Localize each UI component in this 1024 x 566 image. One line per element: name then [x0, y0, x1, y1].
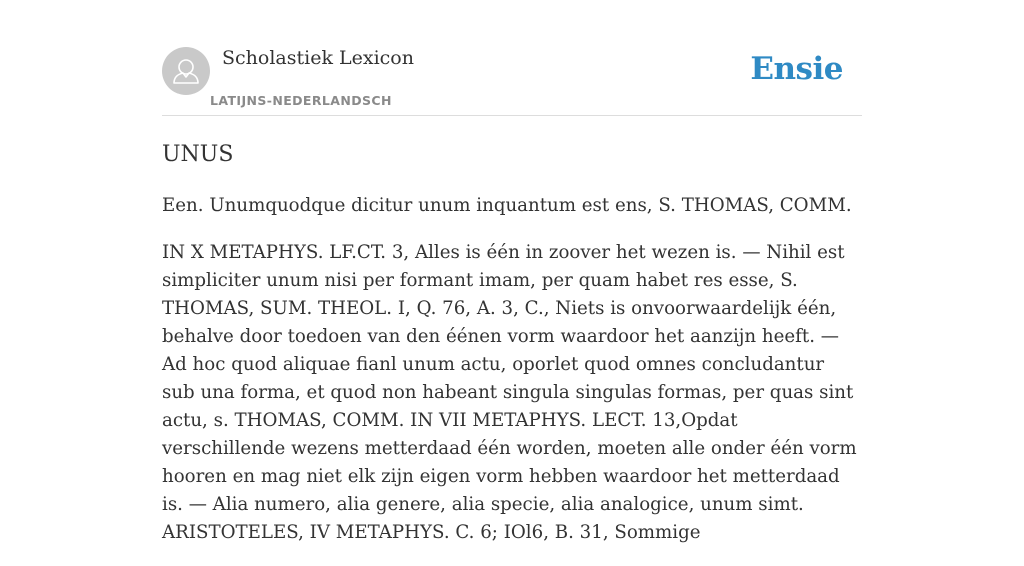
avatar[interactable] — [162, 47, 210, 95]
page — [162, 0, 862, 543]
entry-paragraph: Een. Unumquodque dicitur unum inquantum est ens, S. THOMAS, COMM. — [162, 195, 852, 216]
entry-title: UNUS — [162, 142, 234, 167]
source-subtitle: LATIJNS-NEDERLANDSCH — [210, 93, 392, 108]
entry-body — [162, 192, 862, 566]
source-title[interactable]: Scholastiek Lexicon — [222, 47, 414, 69]
user-silhouette-icon — [162, 47, 210, 95]
brand-logo[interactable]: Ensie — [750, 51, 843, 87]
source-header — [162, 0, 862, 116]
entry-paragraph: IN X METAPHYS. LF.CT. 3, Alles is één in zoover het wezen is. — Nihil est simpliciter unum nisi per formant imam, per quam habet res esse, S. THOMAS, SUM. THEOL. I, Q. 76, A. 3, C., Niets is onvoorwaardelijk één, behalve door toedoen van den éénen vorm waardoor het aanzijn heeft. — Ad hoc quod aliquae fianl unum actu, oporlet quod omnes concludantur sub una forma, et quod non habeant singula singulas formas, per quas sint actu, s. THOMAS, COMM. IN VII METAPHYS. LECT. 13,Opdat verschillende wezens metterdaad één worden, moeten alle onder één vorm hooren en mag niet elk zijn eigen vorm hebben waardoor het metterdaad is. — Alia numero, alia genere, alia specie, alia analogice, unum simt. ARISTOTELES, IV METAPHYS. C. 6; IOl6, B. 31, Sommige — [162, 242, 857, 543]
